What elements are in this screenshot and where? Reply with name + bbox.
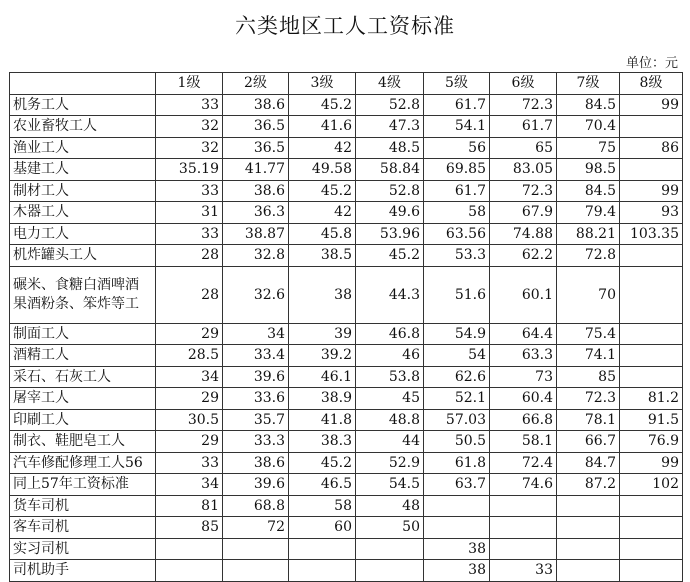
worker-category: 制面工人: [10, 323, 156, 345]
wage-cell: 48.5: [356, 137, 424, 159]
wage-cell: 49.6: [356, 202, 424, 224]
level-header: 8级: [620, 73, 683, 95]
worker-category: 机炸罐头工人: [10, 245, 156, 267]
wage-cell: 66.8: [490, 409, 557, 431]
wage-cell: 69.85: [424, 159, 490, 181]
wage-cell: 61.8: [424, 452, 490, 474]
table-row: [10, 180, 683, 202]
table-row: [10, 388, 683, 410]
worker-category: 货车司机: [10, 495, 156, 517]
header-row: [10, 73, 683, 95]
wage-cell: 33.6: [223, 388, 289, 410]
wage-cell: 53.3: [424, 245, 490, 267]
wage-cell: 85: [156, 517, 223, 539]
wage-cell: [620, 345, 683, 367]
wage-cell: 39.6: [223, 474, 289, 496]
worker-category: 实习司机: [10, 538, 156, 560]
wage-cell: 32.6: [223, 266, 289, 323]
wage-table: [9, 72, 683, 582]
wage-cell: [620, 495, 683, 517]
wage-cell: 52.9: [356, 452, 424, 474]
wage-cell: 32: [156, 116, 223, 138]
wage-cell: 72.3: [490, 94, 557, 116]
wage-cell: 64.4: [490, 323, 557, 345]
level-header: 1级: [156, 73, 223, 95]
wage-cell: 66.7: [557, 431, 620, 453]
table-row: [10, 323, 683, 345]
wage-cell: 39.6: [223, 366, 289, 388]
wage-cell: 38: [424, 560, 490, 582]
worker-category: 酒精工人: [10, 345, 156, 367]
wage-cell: 79.4: [557, 202, 620, 224]
wage-cell: 52.1: [424, 388, 490, 410]
wage-cell: 63.7: [424, 474, 490, 496]
wage-cell: 28.5: [156, 345, 223, 367]
wage-cell: [620, 159, 683, 181]
wage-cell: 48: [356, 495, 424, 517]
level-header: 4级: [356, 73, 424, 95]
wage-cell: 39: [289, 323, 356, 345]
wage-cell: 81.2: [620, 388, 683, 410]
wage-cell: 30.5: [156, 409, 223, 431]
wage-cell: [620, 266, 683, 323]
wage-cell: 72.3: [490, 180, 557, 202]
wage-cell: 42: [289, 137, 356, 159]
wage-cell: 93: [620, 202, 683, 224]
worker-category: 渔业工人: [10, 137, 156, 159]
worker-category: 农业畜牧工人: [10, 116, 156, 138]
wage-cell: [490, 517, 557, 539]
wage-cell: 56: [424, 137, 490, 159]
wage-cell: 32: [156, 137, 223, 159]
wage-cell: 33: [156, 452, 223, 474]
wage-cell: 53.8: [356, 366, 424, 388]
worker-category: 制衣、鞋肥皂工人: [10, 431, 156, 453]
wage-cell: 74.1: [557, 345, 620, 367]
wage-cell: 76.9: [620, 431, 683, 453]
table-row: [10, 245, 683, 267]
wage-cell: [356, 538, 424, 560]
table-row: [10, 159, 683, 181]
wage-cell: 84.5: [557, 94, 620, 116]
table-row: [10, 560, 683, 582]
table-row: [10, 452, 683, 474]
table-row: [10, 366, 683, 388]
wage-cell: 50: [356, 517, 424, 539]
page-title: 六类地区工人工资标准: [235, 14, 455, 38]
wage-cell: 84.5: [557, 180, 620, 202]
table-row: [10, 94, 683, 116]
wage-cell: 72.8: [557, 245, 620, 267]
table-row: [10, 474, 683, 496]
wage-cell: [223, 538, 289, 560]
wage-cell: 73: [490, 366, 557, 388]
worker-category: 屠宰工人: [10, 388, 156, 410]
wage-cell: 61.7: [424, 180, 490, 202]
wage-cell: 67.9: [490, 202, 557, 224]
worker-category: 木器工人: [10, 202, 156, 224]
worker-category: 基建工人: [10, 159, 156, 181]
wage-cell: 62.2: [490, 245, 557, 267]
wage-cell: 38.6: [223, 94, 289, 116]
wage-cell: 45: [356, 388, 424, 410]
wage-cell: 60.1: [490, 266, 557, 323]
wage-cell: 75.4: [557, 323, 620, 345]
wage-cell: 70.4: [557, 116, 620, 138]
wage-cell: 58: [289, 495, 356, 517]
header-corner: [10, 73, 156, 95]
wage-cell: 58.84: [356, 159, 424, 181]
wage-cell: 42: [289, 202, 356, 224]
wage-cell: 84.7: [557, 452, 620, 474]
wage-cell: 91.5: [620, 409, 683, 431]
wage-cell: 60: [289, 517, 356, 539]
wage-cell: 45.8: [289, 223, 356, 245]
wage-cell: 33: [156, 223, 223, 245]
wage-cell: 36.5: [223, 137, 289, 159]
wage-cell: 53.96: [356, 223, 424, 245]
table-row: [10, 266, 683, 323]
wage-cell: 45.2: [289, 180, 356, 202]
worker-category: 碾米、食糖白酒啤酒果酒粉条、笨炸等工: [10, 266, 156, 323]
wage-cell: [557, 538, 620, 560]
wage-cell: 103.35: [620, 223, 683, 245]
wage-cell: 52.8: [356, 180, 424, 202]
wage-cell: [356, 560, 424, 582]
wage-cell: 34: [223, 323, 289, 345]
worker-category: 汽车修配修理工人56: [10, 452, 156, 474]
worker-category: 客车司机: [10, 517, 156, 539]
wage-cell: 29: [156, 323, 223, 345]
wage-cell: 74.88: [490, 223, 557, 245]
wage-cell: 83.05: [490, 159, 557, 181]
wage-cell: [289, 560, 356, 582]
wage-cell: 34: [156, 474, 223, 496]
wage-cell: 58.1: [490, 431, 557, 453]
wage-cell: 85: [557, 366, 620, 388]
wage-cell: 29: [156, 431, 223, 453]
wage-cell: 54.9: [424, 323, 490, 345]
wage-cell: 45.2: [289, 452, 356, 474]
wage-cell: 39.2: [289, 345, 356, 367]
wage-cell: [620, 323, 683, 345]
wage-cell: 48.8: [356, 409, 424, 431]
wage-cell: 60.4: [490, 388, 557, 410]
wage-cell: 54: [424, 345, 490, 367]
wage-cell: 75: [557, 137, 620, 159]
wage-cell: 35.19: [156, 159, 223, 181]
wage-cell: 34: [156, 366, 223, 388]
wage-cell: 72.4: [490, 452, 557, 474]
level-header: 6级: [490, 73, 557, 95]
wage-cell: 72: [223, 517, 289, 539]
wage-cell: 38.6: [223, 180, 289, 202]
wage-cell: [490, 538, 557, 560]
wage-cell: 62.6: [424, 366, 490, 388]
table-row: [10, 538, 683, 560]
wage-cell: 99: [620, 94, 683, 116]
wage-cell: 38.9: [289, 388, 356, 410]
wage-cell: [490, 495, 557, 517]
wage-cell: 38: [289, 266, 356, 323]
wage-cell: 61.7: [424, 94, 490, 116]
wage-cell: 38.3: [289, 431, 356, 453]
wage-cell: 46.8: [356, 323, 424, 345]
wage-cell: 35.7: [223, 409, 289, 431]
table-row: [10, 409, 683, 431]
wage-cell: 51.6: [424, 266, 490, 323]
wage-cell: [620, 116, 683, 138]
wage-cell: 54.5: [356, 474, 424, 496]
worker-category: 制材工人: [10, 180, 156, 202]
wage-cell: 36.5: [223, 116, 289, 138]
wage-cell: 81: [156, 495, 223, 517]
wage-cell: 44: [356, 431, 424, 453]
wage-cell: 28: [156, 266, 223, 323]
wage-cell: [620, 245, 683, 267]
wage-cell: 33.4: [223, 345, 289, 367]
wage-cell: [156, 538, 223, 560]
wage-cell: [620, 517, 683, 539]
wage-cell: 38: [424, 538, 490, 560]
wage-cell: 65: [490, 137, 557, 159]
wage-cell: 29: [156, 388, 223, 410]
wage-cell: 68.8: [223, 495, 289, 517]
table-row: [10, 223, 683, 245]
table-row: [10, 137, 683, 159]
wage-cell: 38.6: [223, 452, 289, 474]
wage-cell: 58: [424, 202, 490, 224]
unit-note: 单位：元: [625, 56, 678, 71]
level-header: 7级: [557, 73, 620, 95]
wage-cell: 38.87: [223, 223, 289, 245]
wage-cell: 36.3: [223, 202, 289, 224]
wage-cell: 102: [620, 474, 683, 496]
wage-cell: 52.8: [356, 94, 424, 116]
wage-cell: 49.58: [289, 159, 356, 181]
wage-cell: 99: [620, 180, 683, 202]
level-header: 5级: [424, 73, 490, 95]
wage-cell: 72.3: [557, 388, 620, 410]
table-row: [10, 116, 683, 138]
table-row: [10, 202, 683, 224]
wage-cell: [156, 560, 223, 582]
wage-cell: 87.2: [557, 474, 620, 496]
wage-cell: [620, 560, 683, 582]
wage-cell: 38.5: [289, 245, 356, 267]
wage-cell: 78.1: [557, 409, 620, 431]
wage-cell: 47.3: [356, 116, 424, 138]
wage-cell: 45.2: [356, 245, 424, 267]
level-header: 2级: [223, 73, 289, 95]
wage-cell: 88.21: [557, 223, 620, 245]
table-row: [10, 517, 683, 539]
wage-cell: 32.8: [223, 245, 289, 267]
wage-cell: 57.03: [424, 409, 490, 431]
table-row: [10, 345, 683, 367]
wage-cell: [557, 517, 620, 539]
wage-cell: 33: [490, 560, 557, 582]
level-header: 3级: [289, 73, 356, 95]
wage-cell: 41.6: [289, 116, 356, 138]
wage-cell: 74.6: [490, 474, 557, 496]
wage-cell: [289, 538, 356, 560]
table-row: [10, 431, 683, 453]
table-row: [10, 495, 683, 517]
wage-cell: 50.5: [424, 431, 490, 453]
wage-cell: 54.1: [424, 116, 490, 138]
wage-cell: 45.2: [289, 94, 356, 116]
wage-cell: [424, 517, 490, 539]
worker-category: 机务工人: [10, 94, 156, 116]
wage-cell: 70: [557, 266, 620, 323]
wage-cell: 46.1: [289, 366, 356, 388]
worker-category: 印刷工人: [10, 409, 156, 431]
wage-cell: 33.3: [223, 431, 289, 453]
worker-category: 同上57年工资标准: [10, 474, 156, 496]
wage-cell: [424, 495, 490, 517]
wage-cell: 33: [156, 180, 223, 202]
wage-cell: [557, 495, 620, 517]
worker-category: 采石、石灰工人: [10, 366, 156, 388]
wage-cell: 99: [620, 452, 683, 474]
wage-cell: [557, 560, 620, 582]
worker-category: 电力工人: [10, 223, 156, 245]
wage-cell: 63.56: [424, 223, 490, 245]
wage-cell: 63.3: [490, 345, 557, 367]
wage-cell: [620, 538, 683, 560]
wage-cell: [223, 560, 289, 582]
wage-cell: 46.5: [289, 474, 356, 496]
wage-cell: 61.7: [490, 116, 557, 138]
wage-cell: 86: [620, 137, 683, 159]
worker-category: 司机助手: [10, 560, 156, 582]
wage-cell: 31: [156, 202, 223, 224]
wage-cell: 28: [156, 245, 223, 267]
wage-cell: [620, 366, 683, 388]
wage-cell: 46: [356, 345, 424, 367]
wage-cell: 98.5: [557, 159, 620, 181]
wage-cell: 41.8: [289, 409, 356, 431]
wage-cell: 41.77: [223, 159, 289, 181]
wage-cell: 33: [156, 94, 223, 116]
wage-cell: 44.3: [356, 266, 424, 323]
